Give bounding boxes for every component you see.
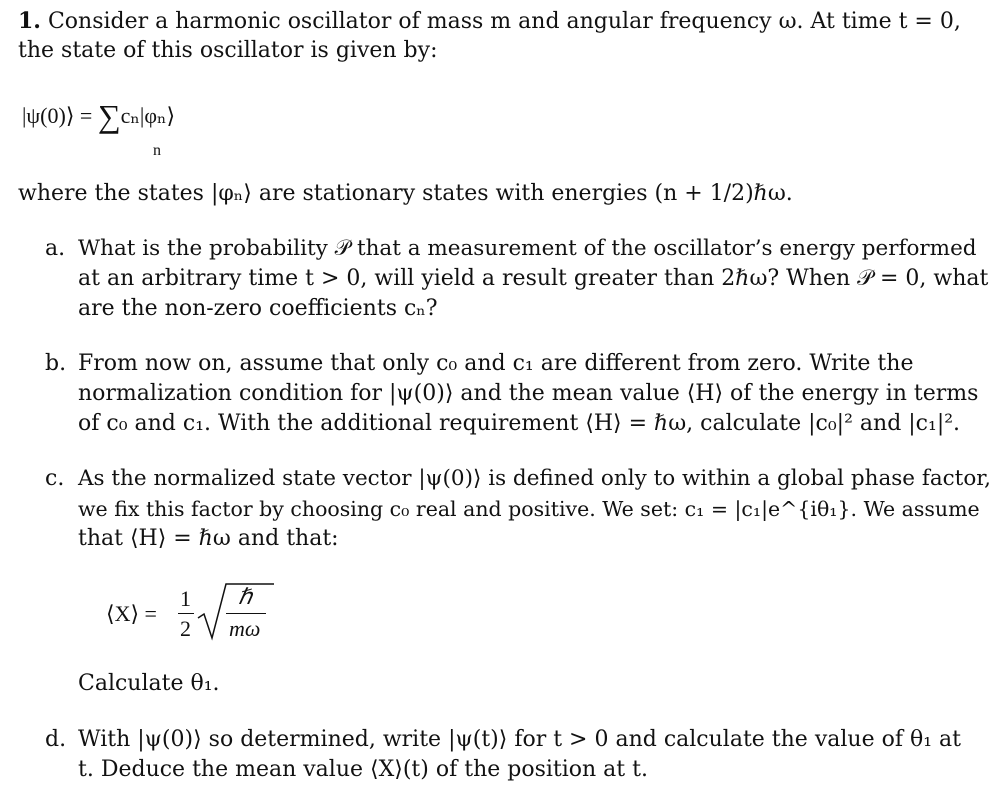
equation-lhs: |ψ(0)⟩ =	[22, 103, 98, 128]
part-a-line-3: are the non-zero coefficients cₙ?	[78, 296, 438, 321]
equation-rhs: cₙ|φₙ⟩	[120, 103, 176, 128]
sqrt-denominator: mω	[229, 616, 261, 641]
part-a-line-1: What is the probability 𝒫 that a measurement of the oscillator’s energy performed	[78, 236, 977, 261]
part-b-line-1: From now on, assume that only c₀ and c₁ are different from zero. Write the	[78, 351, 914, 376]
sqrt-numerator: ℏ	[238, 584, 252, 609]
sum-index: n	[153, 142, 161, 159]
equation-state	[22, 98, 176, 134]
part-c-line-3: that ⟨H⟩ = ℏω and that:	[78, 526, 339, 551]
intro-text-1: Consider a harmonic oscillator of mass m and angular frequency ω. At time t = 0,	[47, 9, 961, 34]
part-c-calculate: Calculate θ₁.	[78, 671, 220, 696]
part-d-label: d.	[45, 727, 67, 752]
part-d-line-1: With |ψ(0)⟩ so determined, write |ψ(t)⟩ for t > 0 and calculate the value of θ₁ at	[78, 727, 961, 752]
part-b-line-3: of c₀ and c₁. With the additional requirement ⟨H⟩ = ℏω, calculate |c₀|² and |c₁|².	[78, 411, 961, 436]
sqrt-fraction-bar	[226, 613, 266, 614]
stationary-states-text: where the states |φₙ⟩ are stationary states with energies (n + 1/2)ℏω.	[18, 181, 793, 206]
fraction-numerator: 1	[180, 586, 191, 611]
part-b-label: b.	[45, 351, 67, 376]
part-c-line-2: we fix this factor by choosing c₀ real and positive. We set: c₁ = |c₁|e^{iθ₁}. We assume	[78, 497, 980, 521]
part-a-line-2: at an arbitrary time t > 0, will yield a result greater than 2ℏω? When 𝒫 = 0, what	[78, 266, 989, 291]
part-d-line-2: t. Deduce the mean value ⟨X⟩(t) of the position at t.	[78, 757, 648, 782]
part-a-label: a.	[45, 236, 66, 261]
sum-symbol: ∑	[97, 98, 121, 134]
mean-position-lhs: ⟨X⟩ =	[106, 601, 157, 626]
part-c-label: c.	[45, 466, 65, 491]
problem-number: 1.	[18, 8, 41, 34]
part-c-line-1: As the normalized state vector |ψ(0)⟩ is defined only to within a global phase factor,	[78, 466, 992, 491]
fraction-bar	[178, 613, 194, 614]
intro-line-2: the state of this oscillator is given by:	[18, 38, 438, 63]
intro-line-1	[18, 8, 961, 35]
fraction-denominator: 2	[180, 616, 191, 641]
part-b-line-2: normalization condition for |ψ(0)⟩ and the mean value ⟨H⟩ of the energy in terms	[78, 381, 979, 406]
